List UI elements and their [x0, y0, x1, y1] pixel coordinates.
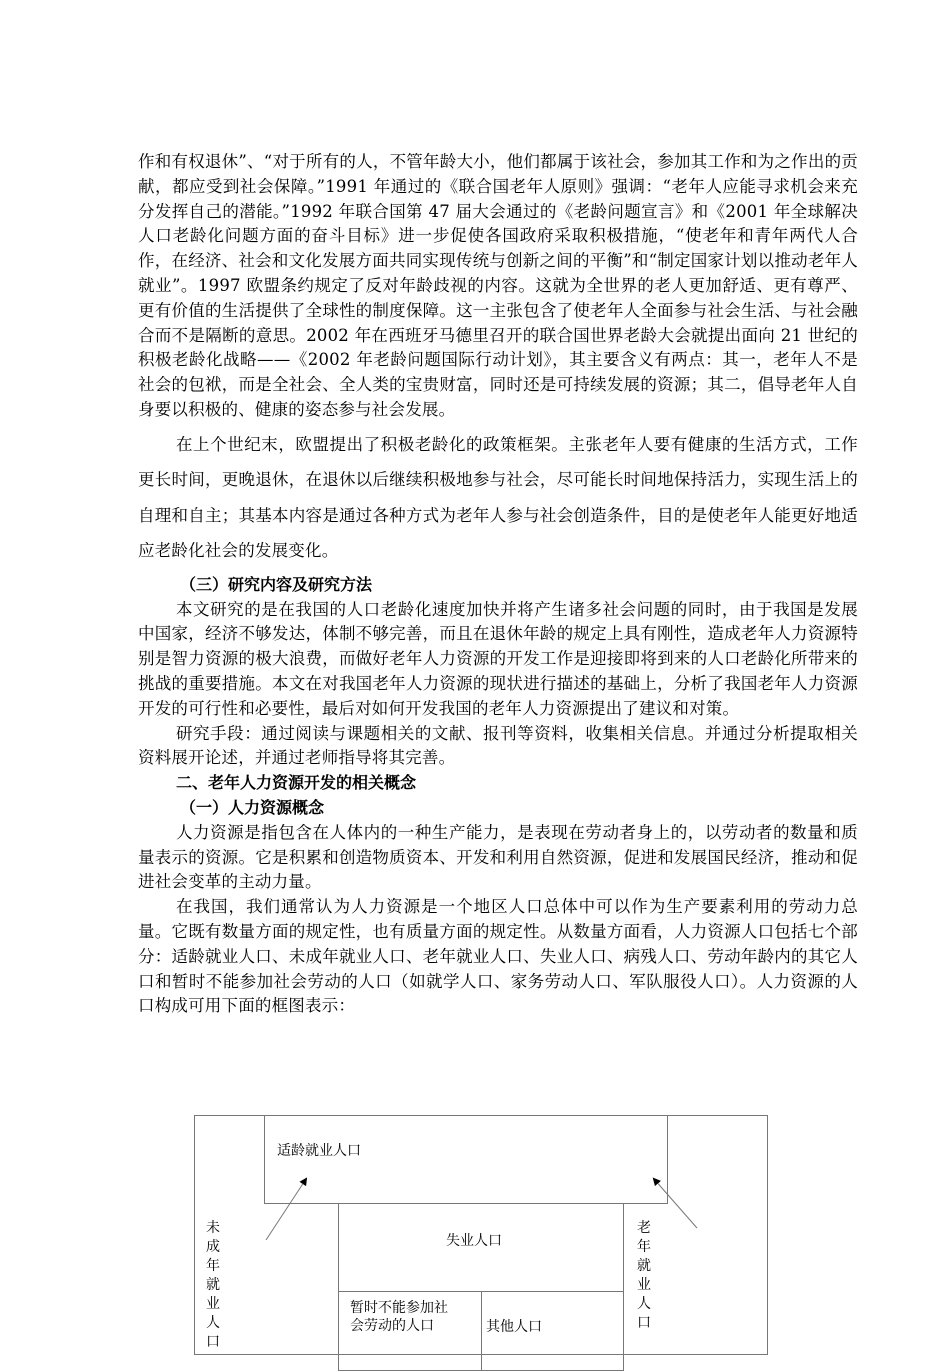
elderly-employed-label: 老年就业人口 [637, 1220, 651, 1331]
paragraph-hr-definition: 人力资源是指包含在人体内的一种生产能力，是表现在劳动者身上的，以劳动者的数量和质量表示的资源。它是积累和创造物质资本、开发和利用自然资源，促进和发展国民经济，推动和促进社会变革的主动力量。 [138, 822, 858, 892]
heading-hr-concept: （一）人力资源概念 [180, 797, 325, 817]
arrow-minor-to-working-age [266, 1179, 306, 1240]
population-structure-diagram [194, 1115, 768, 1355]
minor-employed-label: 未成年就业人口 [206, 1220, 220, 1350]
temp-unable-label: 暂时不能参加社会劳动的人口 [350, 1300, 448, 1334]
paragraph-research-method: 研究手段：通过阅读与课题相关的文献、报刊等资料，收集相关信息。并通过分析提取相关资料展开论述，并通过老师指导将其完善。 [138, 723, 858, 768]
diagram-arrows [194, 1115, 768, 1355]
paragraph-un-principles: 作和有权退休”、“对于所有的人，不管年龄大小，他们都属于该社会，参加其工作和为之作出的贡献，都应受到社会保障。”1991 年通过的《联合国老年人原则》强调：“老年人应能寻求机会来充分发挥自己的潜能。”1992 年联合国第 47 届大会通过的《老龄问题宣言》和《2001 年全球解决人口老龄化问题方面的奋斗目标》进一步促使各国政府采取积极措施，“使老年和青年两代人合作，在经济、社会和文化发展方面共同实现传统与创新之间的平衡”和“制定国家计划以推动老年人就业”。1997 欧盟条约规定了反对年龄歧视的内容。这就为全世界的老人更加舒适、更有尊严、更有价值的生活提供了全球性的制度保障。这一主张包含了使老年人全面参与社会生活、与社会融合而不是隔断的意思。2002 年在西班牙马德里召开的联合国世界老龄大会就提出面向 21 世纪的积极老龄化战略——《2002 年老龄问题国际行动计划》，其主要含义有两点：其一，老年人不是社会的包袱，而是全社会、全人类的宝贵财富，同时还是可持续发展的资源；其二，倡导老年人自身要以积极的、健康的姿态参与社会发展。 [138, 152, 858, 419]
arrow-elderly-to-working-age [654, 1179, 697, 1228]
unemployed-label: 失业人口 [446, 1233, 502, 1249]
working-age-label: 适龄就业人口 [277, 1143, 361, 1159]
other-label: 其他人口 [486, 1319, 542, 1335]
heading-research-content: （三）研究内容及研究方法 [180, 574, 373, 594]
paragraph-research-scope: 本文研究的是在我国的人口老龄化速度加快并将产生诸多社会问题的同时，由于我国是发展中国家，经济不够发达，体制不够完善，而且在退休年龄的规定上具有刚性，造成老年人力资源特别是智力资源的极大浪费，而做好老年人力资源的开发工作是迎接即将到来的人口老龄化所带来的挑战的重要措施。本文在对我国老年人力资源的现状进行描述的基础上，分析了我国老年人力资源开发的可行性和必要性，最后对如何开发我国的老年人力资源提出了建议和对策。 [138, 599, 858, 718]
paragraph-eu-framework: 在上个世纪末，欧盟提出了积极老龄化的政策框架。主张老年人要有健康的生活方式，工作更长时间，更晚退休，在退休以后继续积极地参与社会，尽可能长时间地保持活力，实现生活上的自理和自主；其基本内容是通过各种方式为老年人参与社会创造条件，目的是使老年人能更好地适应老龄化社会的发展变化。 [138, 434, 858, 561]
heading-section-two: 二、老年人力资源开发的相关概念 [176, 773, 417, 793]
document-body [138, 150, 858, 1019]
paragraph-hr-composition: 在我国，我们通常认为人力资源是一个地区人口总体中可以作为生产要素利用的劳动力总量。它既有数量方面的规定性，也有质量方面的规定性。从数量方面看，人力资源人口包括七个部分：适龄就业人口、未成年就业人口、老年就业人口、失业人口、病残人口、劳动年龄内的其它人口和暂时不能参加社会劳动的人口（如就学人口、家务劳动人口、军队服役人口）。人力资源的人口构成可用下面的框图表示： [138, 897, 858, 1016]
